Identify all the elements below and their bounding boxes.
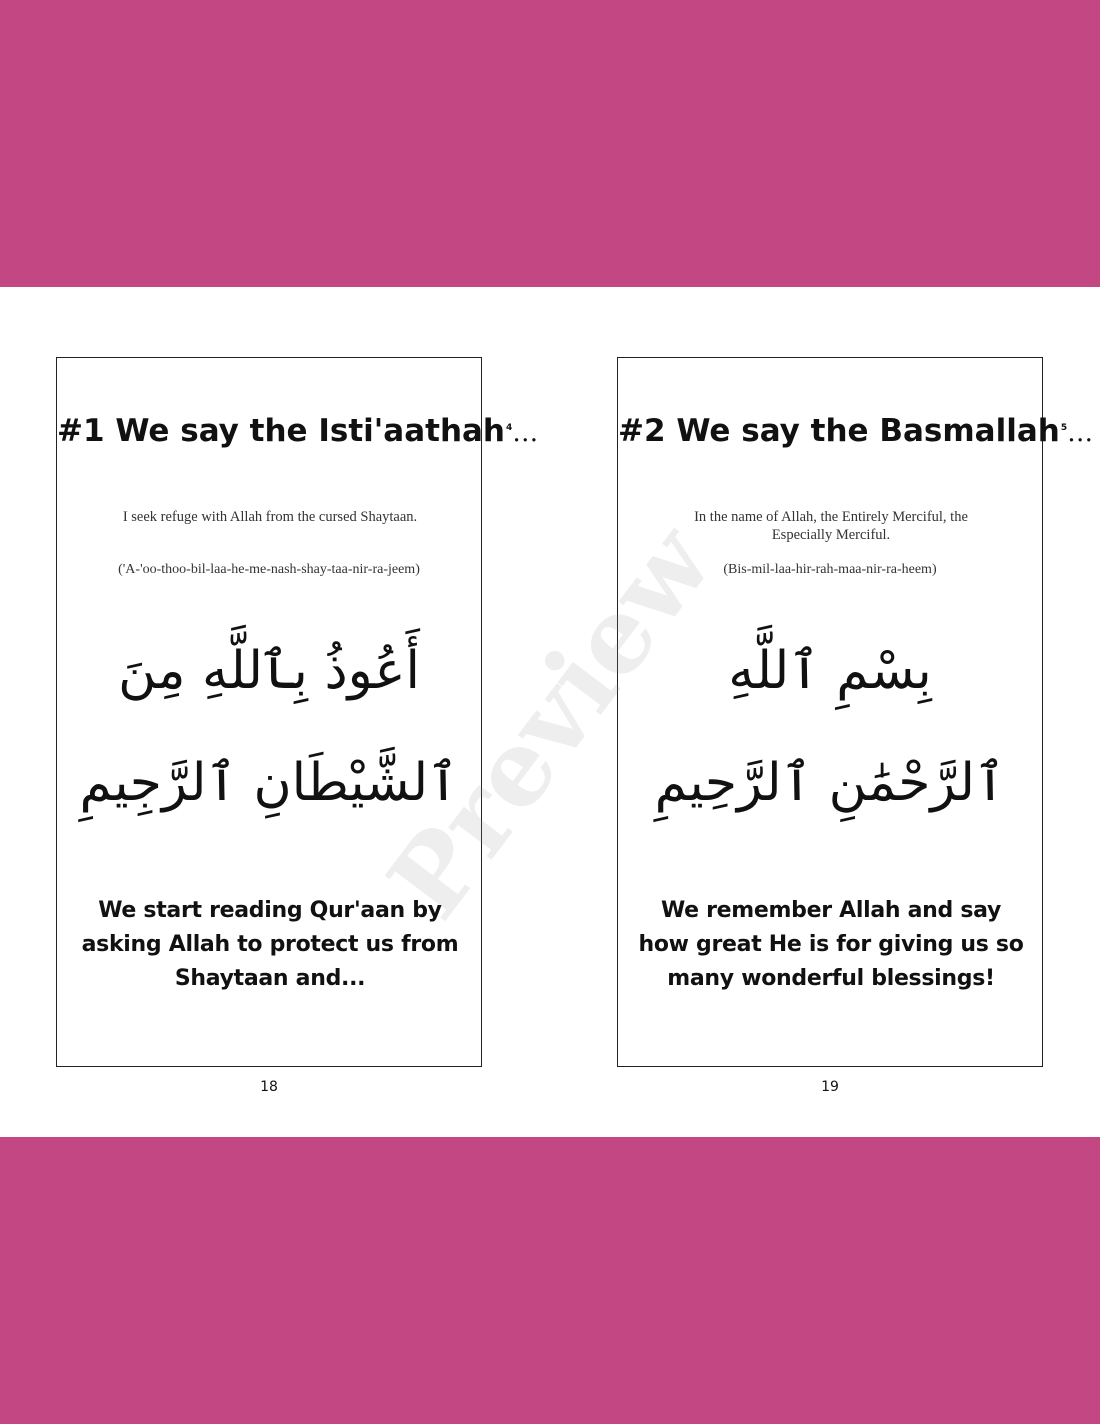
right-arabic-line-1: بِسْمِ ٱللَّهِ — [728, 641, 932, 701]
left-transliteration: ('A-'oo-thoo-bil-laa-he-me-nash-shay-taa-nir-ra-jeem) — [118, 562, 420, 577]
left-page — [56, 357, 539, 1067]
left-arabic-line-2: ٱلشَّيْطَانِ ٱلرَّجِيمِ — [79, 753, 459, 813]
right-heading-ellipsis: … — [1067, 418, 1094, 448]
bottom-color-band — [0, 1137, 1100, 1424]
preview-watermark: Preview — [364, 502, 736, 941]
right-footnote-mark: 5 — [1060, 422, 1068, 433]
right-translation: In the name of Allah, the Entirely Merciful, the Especially Merciful. — [694, 509, 968, 543]
left-page-number: 18 — [260, 1079, 278, 1095]
right-page-number: 19 — [821, 1079, 839, 1095]
right-arabic-line-2: ٱلرَّحْمَٰنِ ٱلرَّحِيمِ — [654, 753, 1006, 813]
left-footnote-mark: 4 — [506, 422, 513, 433]
right-body-text: We remember Allah and say how great He is for giving us so many wonderful blessings! — [638, 898, 1024, 991]
right-transliteration: (Bis-mil-laa-hir-rah-maa-nir-ra-heem) — [723, 562, 937, 577]
left-translation: I seek refuge with Allah from the cursed Shaytaan. — [122, 509, 418, 525]
right-page-heading — [618, 413, 1094, 449]
left-body-text: We start reading Qur'aan by asking Allah to protect us from Shaytaan and... — [81, 898, 459, 991]
top-color-band — [0, 0, 1100, 287]
left-heading-ellipsis: … — [512, 418, 539, 448]
left-page-heading — [57, 413, 539, 449]
right-heading-text: #2 We say the Basmallah — [618, 413, 1060, 449]
left-heading-text: #1 We say the Isti'aathah — [57, 413, 506, 449]
left-arabic-line-1: أَعُوذُ بِٱللَّهِ مِنَ — [118, 641, 420, 701]
right-page — [617, 357, 1094, 1067]
